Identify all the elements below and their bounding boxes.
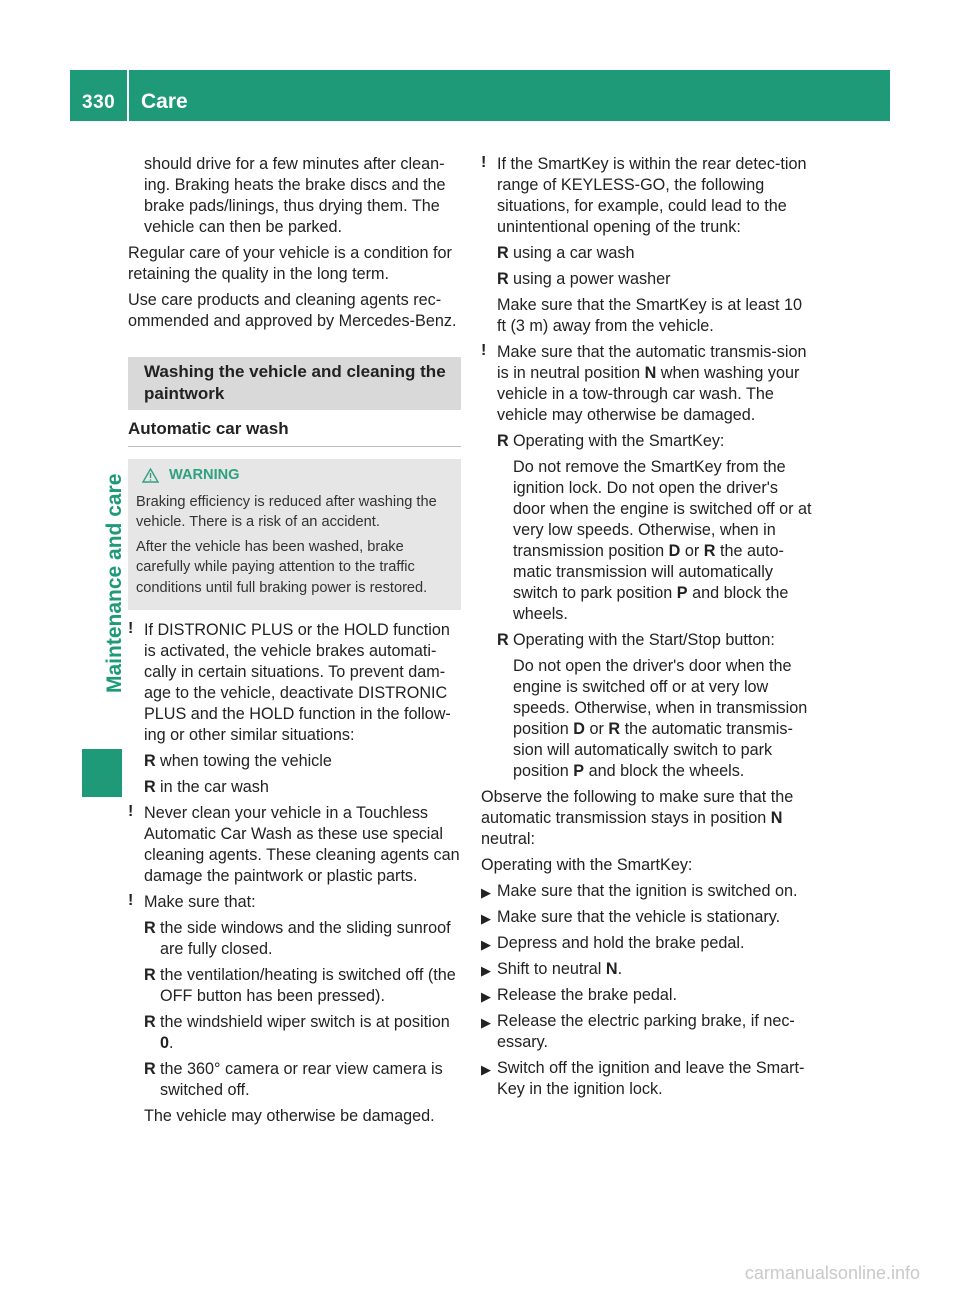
list-item: R the ventilation/heating is switched off (the OFF button has been pressed). (144, 966, 456, 1005)
bullet-icon: R (144, 966, 156, 984)
paragraph: Operating with the SmartKey: (481, 856, 693, 874)
arrow-icon: ▶ (481, 963, 491, 978)
note: ! If the SmartKey is within the rear detec-tion range of KEYLESS-GO, the following situations, for example, could lead to the unintentional opening of the trunk: (481, 154, 807, 236)
warning-icon (142, 468, 159, 483)
note: ! Make sure that the automatic transmis-sion is in neutral position N when washing your vehicle in a tow-through car wash. The vehicle may otherwise be damaged. (481, 342, 807, 424)
warning-text: After the vehicle has been washed, brake carefully while paying attention to the traffic conditions until full braking power is restored. (136, 538, 428, 596)
header-bar (70, 70, 890, 121)
step-item: ▶ Make sure that the ignition is switched on. (481, 881, 814, 902)
list-item: R using a car wash (497, 244, 635, 262)
bullet-icon: R (144, 919, 156, 937)
arrow-icon: ▶ (481, 1015, 491, 1030)
arrow-icon: ▶ (481, 911, 491, 926)
list-item: R the windshield wiper switch is at position 0. (144, 1013, 450, 1052)
note-end: Make sure that the SmartKey is at least 10 ft (3 m) away from the vehicle. (497, 296, 803, 335)
warning-text: Braking efficiency is reduced after washing the vehicle. There is a risk of an accident. (136, 493, 437, 530)
arrow-icon: ▶ (481, 937, 491, 952)
bullet-icon: R (144, 1013, 156, 1031)
side-tab-label: Maintenance and care (103, 473, 126, 693)
subsection-heading: Automatic car wash (128, 418, 461, 447)
right-column (481, 154, 814, 1105)
intro-continuation: should drive for a few minutes after clean-ing. Braking heats the brake discs and the brake pads/linings, thus drying them. The vehicle can then be parked. (144, 155, 446, 236)
exclamation-icon: ! (128, 892, 134, 909)
list-item: R the 360° camera or rear view camera is switched off. (144, 1060, 443, 1099)
section-title: Care (141, 90, 188, 113)
warning-label: WARNING (169, 467, 240, 483)
list-item: R using a power washer (497, 270, 671, 288)
bullet-icon: R (144, 752, 156, 770)
step-item: ▶ Release the brake pedal. (481, 985, 814, 1006)
side-tab (83, 175, 126, 705)
arrow-icon: ▶ (481, 1062, 491, 1077)
watermark: carmanualsonline.info (744, 1263, 920, 1283)
list-item: R Operating with the SmartKey: (497, 432, 725, 450)
list-item: R the side windows and the sliding sunroof are fully closed. (144, 919, 451, 958)
list-item: R when towing the vehicle (144, 752, 332, 770)
bullet-icon: R (497, 432, 509, 450)
bullet-icon: R (144, 778, 156, 796)
paragraph: Regular care of your vehicle is a condition for retaining the quality in the long term. (128, 244, 452, 283)
arrow-icon: ▶ (481, 885, 491, 900)
section-heading: Washing the vehicle and cleaning the paintwork (128, 357, 461, 410)
step-item: ▶ Depress and hold the brake pedal. (481, 933, 814, 954)
bullet-icon: R (497, 244, 509, 262)
exclamation-icon: ! (128, 803, 134, 820)
step-item: ▶ Shift to neutral N. (481, 959, 814, 980)
note: ! Never clean your vehicle in a Touchless Automatic Car Wash as these use special cleaning agents. These cleaning agents can damage the paintwork or plastic parts. (128, 803, 460, 885)
arrow-icon: ▶ (481, 989, 491, 1004)
left-column (128, 154, 461, 1132)
list-item-text: Do not remove the SmartKey from the ignition lock. Do not open the driver's door when the engine is switched off or at very low speeds. Otherwise, when in transmission position D or R the auto-matic transmission will automatically switch to park position P and block the wheels. (513, 458, 812, 623)
header-divider (127, 70, 129, 121)
warning-header (136, 465, 453, 486)
exclamation-icon: ! (128, 620, 134, 637)
warning-box (128, 459, 461, 610)
note-end: The vehicle may otherwise be damaged. (144, 1107, 435, 1125)
paragraph: Use care products and cleaning agents rec-ommended and approved by Mercedes-Benz. (128, 291, 457, 330)
bullet-icon: R (497, 631, 509, 649)
step-item: ▶ Release the electric parking brake, if nec-essary. (481, 1012, 795, 1051)
note: ! If DISTRONIC PLUS or the HOLD function is activated, the vehicle brakes automati-cally in certain situations. To prevent dam-age to the vehicle, deactivate DISTRONIC PLUS and the HOLD function in the follow-ing or other similar situations: (128, 620, 451, 744)
list-item-text: Do not open the driver's door when the engine is switched off or at very low speeds. Otherwise, when in transmission position D or R the automatic transmis-sion will automatically switch to park position P and block the wheels. (513, 657, 808, 780)
note: ! Make sure that: (128, 892, 256, 911)
list-item: R in the car wash (144, 778, 269, 796)
page-number: 330 (82, 92, 116, 113)
step-item: ▶ Make sure that the vehicle is stationary. (481, 907, 814, 928)
paragraph: Observe the following to make sure that the automatic transmission stays in position N neutral: (481, 788, 794, 848)
step-item: ▶ Switch off the ignition and leave the Smart-Key in the ignition lock. (481, 1059, 805, 1098)
bullet-icon: R (497, 270, 509, 288)
exclamation-icon: ! (481, 154, 487, 171)
bullet-icon: R (144, 1060, 156, 1078)
list-item: R Operating with the Start/Stop button: (497, 631, 775, 649)
side-marker (82, 749, 122, 797)
exclamation-icon: ! (481, 342, 487, 359)
